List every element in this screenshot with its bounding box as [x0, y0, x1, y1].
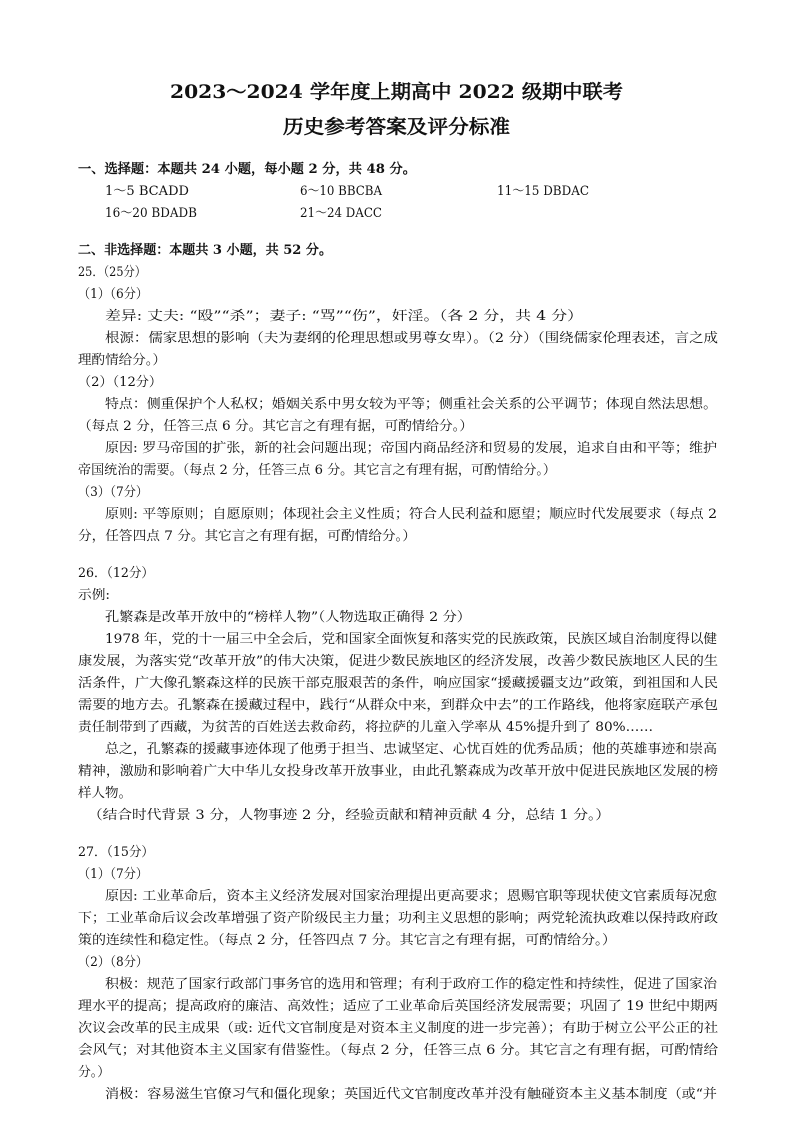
q27-part2-line: 理水平的提高；提高政府的廉洁、高效性；适应了工业革命后英国经济发展需要；巩固了 19 世纪中期两 [78, 999, 718, 1014]
q26-line: 责任制带到了西藏，为贫苦的百姓送去救命药，将拉萨的儿童入学率从 45%提升到了 80%…… [78, 720, 653, 735]
q25-part2-line: 原因: 罗马帝国的扩张，新的社会问题出现；帝国内商品经济和贸易的发展，追求自由和平等；维护 [105, 441, 717, 456]
q25-part2-line: 帝国统治的需要。（每点 2 分，任答三点 6 分。其它言之有理有据，可酌情给分。） [78, 463, 556, 478]
q25-part1-line: 理酌情给分。） [78, 353, 166, 368]
choice-answers-11-15: 11～15 DBDAC [497, 184, 589, 199]
q26-line: （结合时代背景 3 分，人物事迹 2 分，经验贡献和精神贡献 4 分，总结 1 分。） [88, 808, 610, 823]
q27-part1-line: 下；工业革命后议会改革增强了资产阶级民主力量；功利主义思想的影响；两党轮流执政难以保持政府政 [78, 911, 718, 926]
q25-part3-line: 分，任答四点 7 分。其它言之有理有据，可酌情给分。） [78, 529, 416, 544]
page-title: 2023～2024 学年度上期高中 2022 级期中联考 [170, 81, 623, 103]
q25-part2-line: （每点 2 分，任答三点 6 分。其它言之有理有据，可酌情给分。） [78, 419, 474, 434]
q26-line: 孔繁森是改革开放中的“榜样人物”（人物选取正确得 2 分） [105, 610, 471, 625]
q26-line: 总之，孔繁森的援藏事迹体现了他勇于担当、忠诚坚定、心忧百姓的优秀品质；他的英雄事迹和崇高 [105, 742, 717, 757]
q25-part3-label: （3）（7分） [78, 485, 148, 500]
q25-part1-line: 根源：儒家思想的影响（夫为妻纲的伦理思想或男尊女卑）。（2 分）（围绕儒家伦理表述，言之成 [105, 331, 718, 346]
q27-part1-line: 原因: 工业革命后，资本主义经济发展对国家治理提出更高要求；恩赐官职等现状使文官素质每况愈 [105, 889, 717, 904]
q27-part2-line: 会风气；对其他资本主义国家有借鉴性。（每点 2 分，任答三点 6 分。其它言之有理有据，可酌情给 [78, 1043, 718, 1058]
q25-part3-line: 原则: 平等原则；自愿原则；体现社会主义性质；符合人民利益和愿望；顺应时代发展要求（每点 2 [105, 507, 717, 522]
q26-line: 活条件，广大像孔繁森这样的民族干部克服艰苦的条件，响应国家“援藏援疆支边”政策，到祖国和人民 [78, 676, 718, 691]
q25-part2-line: 特点：侧重保护个人私权；婚姻关系中男女较为平等；侧重社会关系的公平调节；体现自然法思想。 [105, 397, 717, 412]
q27-part2-line: 消极：容易滋生官僚习气和僵化现象；英国近代文官制度改革并没有触碰资本主义基本制度（或“并 [105, 1087, 717, 1102]
section-heading-choice: 一、选择题：本题共 24 小题，每小题 2 分，共 48 分。 [78, 162, 417, 177]
choice-answers-16-20: 16～20 BDADB [105, 206, 197, 221]
q26-line: 需要的地方去。孔繁森在援藏过程中，践行“从群众中来，到群众中去”的工作路线，他将家庭联产承包 [78, 698, 718, 713]
q26-line: 精神，激励和影响着广大中华儿女投身改革开放事业，由此孔繁森成为改革开放中促进民族地区发展的榜 [78, 764, 718, 779]
q26-line: 1978 年，党的十一届三中全会后，党和国家全面恢复和落实党的民族政策，民族区域自治制度得以健 [105, 632, 717, 647]
q25-label: 25．（25分） [78, 265, 146, 280]
choice-answers-21-24: 21～24 DACC [300, 206, 382, 221]
q26-line: 样人物。 [78, 786, 132, 801]
q26-line: 康发展，为落实党“改革开放”的伟大决策，促进少数民族地区的经济发展，改善少数民族地区人民的生 [78, 654, 718, 669]
q25-part1-label: （1）（6分） [78, 287, 148, 302]
q27-part2-line: 积极：规范了国家行政部门事务官的选用和管理；有利于政府工作的稳定性和持续性，促进了国家治 [105, 977, 717, 992]
q26-example-label: 示例: [78, 588, 110, 603]
q27-label: 27．（15分） [78, 845, 154, 860]
choice-answers-6-10: 6～10 BBCBA [300, 184, 382, 199]
q25-part2-label: （2）（12分） [78, 375, 162, 390]
q26-label: 26．（12分） [78, 566, 154, 581]
section-heading-nonchoice: 二、非选择题：本题共 3 小题，共 52 分。 [78, 243, 332, 258]
q27-part2-label: （2）（8分） [78, 955, 148, 970]
page-subtitle: 历史参考答案及评分标准 [283, 116, 510, 138]
q27-part1-line: 策的连续性和稳定性。（每点 2 分，任答四点 7 分。其它言之有理有据，可酌情给分。） [78, 933, 616, 948]
q27-part2-line: 分。） [78, 1065, 110, 1080]
choice-answers-1-5: 1～5 BCADD [105, 184, 189, 199]
q25-part1-line: 差异: 丈夫: “殴”“杀”；妻子: “骂”“伤”，奸淫。（各 2 分，共 4 分） [105, 309, 583, 324]
q27-part1-label: （1）（7分） [78, 867, 148, 882]
q27-part2-line: 次议会改革的民主成果（或: 近代文官制度是对资本主义制度的进一步完善）；有助于树立公平公正的社 [78, 1021, 718, 1036]
